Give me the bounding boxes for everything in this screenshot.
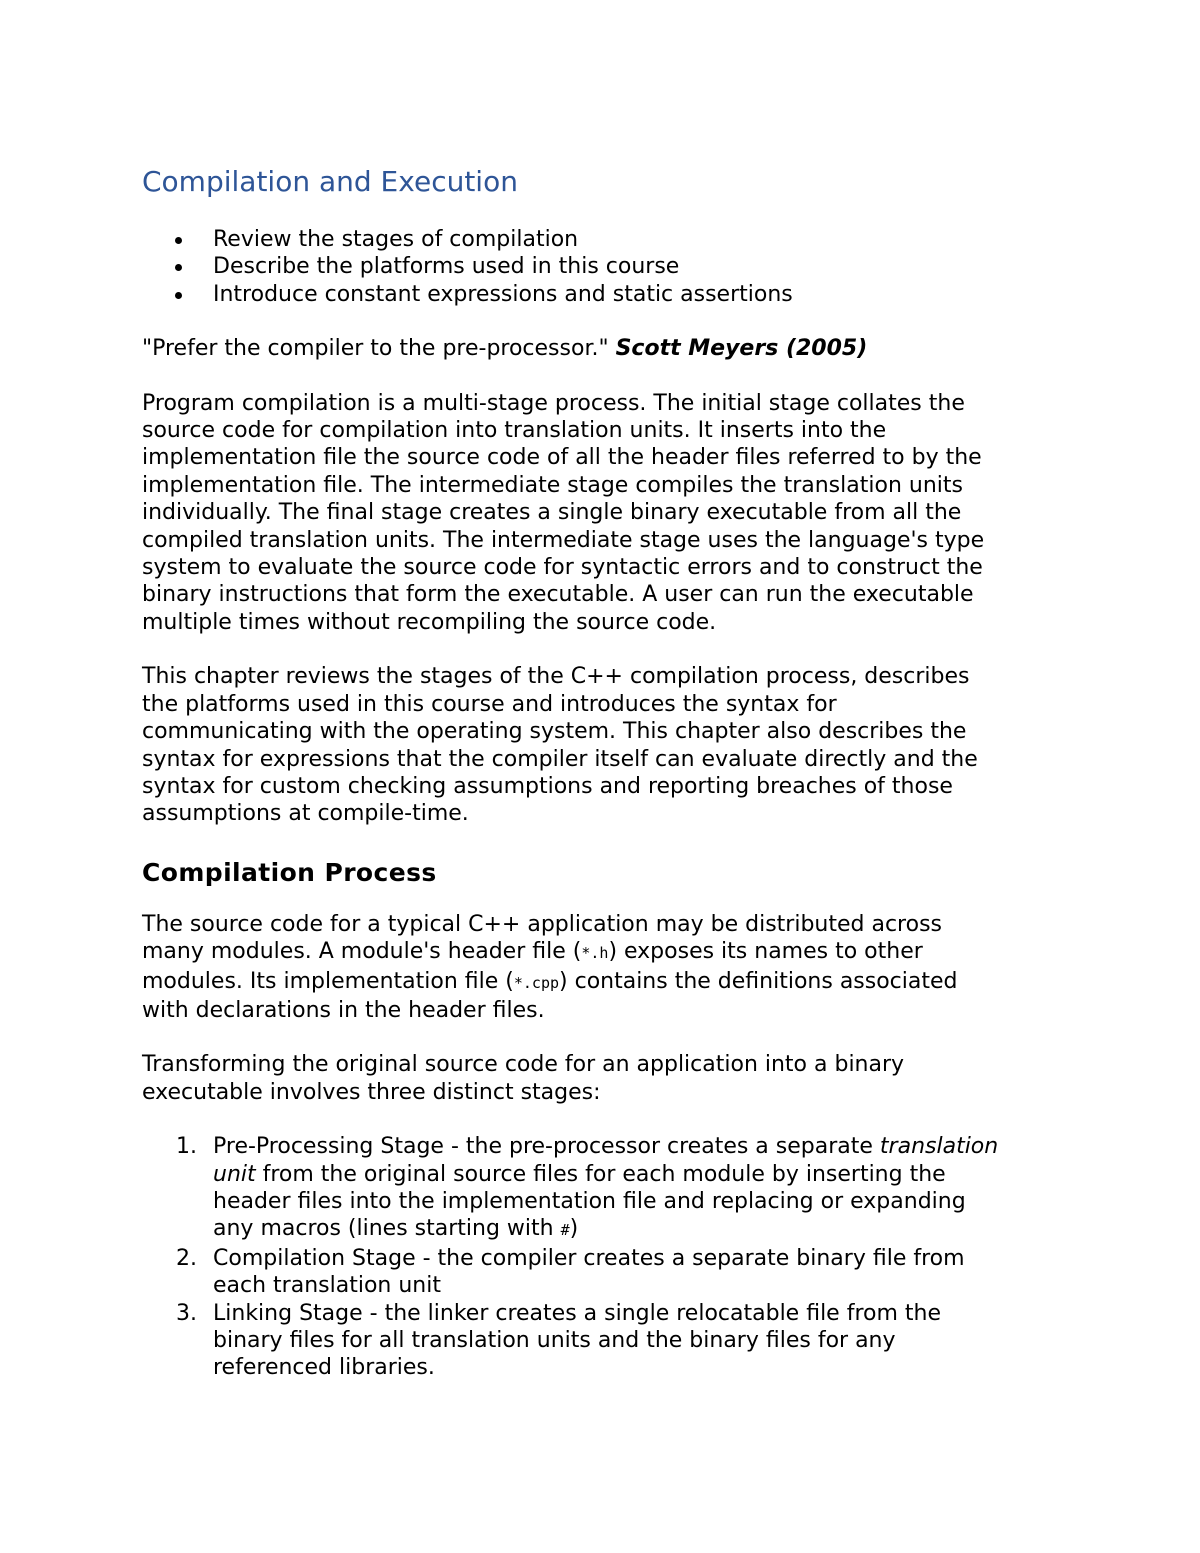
list-item	[213, 253, 1067, 280]
paragraph-line: the platforms used in this course and introduces the syntax for	[142, 691, 837, 717]
section-heading: Compilation Process	[142, 857, 437, 887]
objective-text: Describe the platforms used in this course	[213, 254, 680, 280]
quote-text: "Prefer the compiler to the pre-processor."	[142, 336, 609, 362]
paragraph-line: assumptions at compile-time.	[142, 801, 469, 827]
paragraph-line: source code for compilation into translation units. It inserts into the	[142, 418, 887, 444]
page-title: Compilation and Execution	[142, 165, 518, 198]
paragraph-line: Compilation Stage - the compiler creates a separate binary file from	[213, 1245, 965, 1271]
document-body	[142, 226, 1067, 1382]
paragraph-line: This chapter reviews the stages of the C++ compilation process, describes	[142, 664, 970, 690]
paragraph-line: executable involves three distinct stages:	[142, 1079, 601, 1105]
paragraph-line	[213, 1161, 1067, 1188]
paragraph-line: multiple times without recompiling the source code.	[142, 609, 717, 635]
text-run: Pre-Processing Stage - the pre-processor creates a separate	[213, 1134, 880, 1160]
list-item	[176, 1300, 1067, 1382]
modules-paragraph	[142, 911, 1067, 1025]
objectives-list	[142, 226, 1067, 308]
chapter-paragraph	[142, 663, 1067, 827]
paragraph-line: implementation file. The intermediate stage compiles the translation units	[142, 472, 963, 498]
list-item	[176, 1245, 1067, 1300]
text-run: ) contains the definitions associated	[559, 968, 958, 994]
list-number: 1.	[176, 1134, 197, 1160]
list-item	[213, 281, 1067, 308]
bullet-icon	[175, 237, 182, 244]
text-run: from the original source files for each module by inserting the	[255, 1161, 946, 1187]
list-number: 3.	[176, 1300, 197, 1326]
text-run: any macros (lines starting with	[213, 1216, 561, 1242]
text-run: ) exposes its names to other	[608, 939, 923, 965]
paragraph-line	[142, 968, 1067, 997]
paragraph-line	[142, 938, 1067, 967]
paragraph-line: binary files for all translation units and the binary files for any	[213, 1328, 896, 1353]
document-page	[142, 160, 1067, 1382]
paragraph-line: each translation unit	[213, 1273, 441, 1299]
paragraph-line: implementation file the source code of all the header files referred to by the	[142, 445, 982, 471]
paragraph-line: individually. The final stage creates a single binary executable from all the	[142, 500, 962, 526]
paragraph-line: Transforming the original source code for an application into a binary	[142, 1052, 905, 1078]
inline-code: *.cpp	[513, 973, 560, 992]
inline-code: *.h	[581, 944, 609, 963]
italic-term: translation	[879, 1134, 999, 1160]
paragraph-line: syntax for expressions that the compiler itself can evaluate directly and the	[142, 746, 978, 772]
objective-text: Introduce constant expressions and static assertions	[213, 281, 793, 307]
quote-author: Scott Meyers (2005)	[615, 336, 868, 362]
paragraph-line: compiled translation units. The intermediate stage uses the language's type	[142, 527, 985, 553]
paragraph-line: syntax for custom checking assumptions and reporting breaches of those	[142, 773, 953, 799]
quote-paragraph	[142, 335, 1067, 362]
paragraph-line: communicating with the operating system. This chapter also describes the	[142, 719, 967, 745]
list-item	[213, 226, 1067, 253]
paragraph-line: binary instructions that form the executable. A user can run the executable	[142, 582, 974, 608]
paragraph-line: The source code for a typical C++ application may be distributed across	[142, 911, 942, 937]
paragraph-line: header files into the implementation file and replacing or expanding	[213, 1188, 966, 1214]
list-item	[176, 1133, 1067, 1245]
paragraph-line: system to evaluate the source code for syntactic errors and to construct the	[142, 555, 983, 581]
bullet-icon	[175, 264, 182, 271]
text-run: many modules. A module's header file (	[142, 939, 582, 965]
objective-text: Review the stages of compilation	[213, 227, 579, 252]
list-number: 2.	[176, 1245, 197, 1271]
paragraph-line	[213, 1133, 1067, 1160]
text-run: )	[569, 1216, 579, 1242]
inline-code: #	[560, 1221, 570, 1240]
paragraph-line	[213, 1215, 1067, 1244]
italic-term: unit	[213, 1161, 256, 1187]
paragraph-line: Linking Stage - the linker creates a single relocatable file from the	[213, 1300, 941, 1326]
paragraph-line: referenced libraries.	[213, 1355, 435, 1381]
text-run: modules. Its implementation file (	[142, 968, 514, 994]
bullet-icon	[175, 292, 182, 299]
paragraph-line: Program compilation is a multi-stage process. The initial stage collates the	[142, 390, 965, 416]
transform-paragraph	[142, 1051, 1067, 1106]
intro-paragraph	[142, 390, 1067, 637]
stages-list	[142, 1133, 1067, 1382]
paragraph-line: with declarations in the header files.	[142, 997, 545, 1023]
